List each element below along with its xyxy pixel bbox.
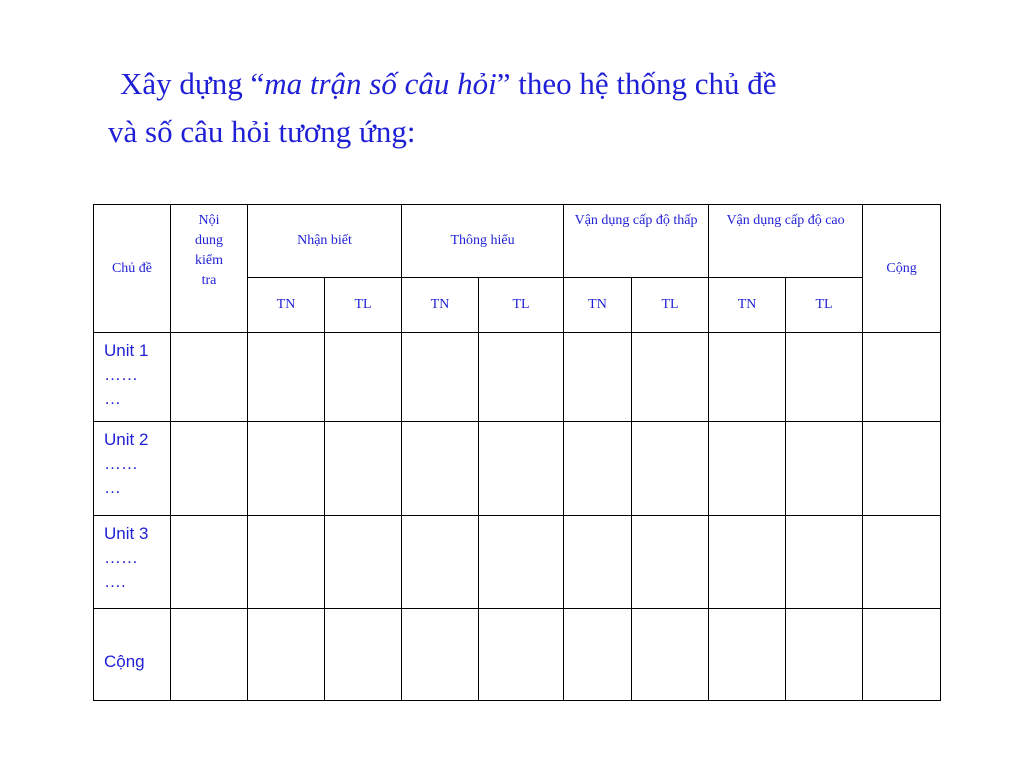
empty-cell[interactable] bbox=[479, 609, 564, 701]
topic-cell-unit-2 bbox=[94, 422, 171, 516]
title-text-post: ” theo hệ thống chủ đề bbox=[496, 66, 777, 101]
empty-cell[interactable] bbox=[171, 422, 248, 516]
unit-dots: …. bbox=[104, 572, 126, 591]
empty-cell[interactable] bbox=[863, 422, 941, 516]
sub-header-cell: TN bbox=[402, 278, 479, 333]
empty-cell[interactable] bbox=[709, 333, 786, 422]
empty-cell[interactable] bbox=[786, 516, 863, 609]
empty-cell[interactable] bbox=[709, 422, 786, 516]
empty-cell[interactable] bbox=[402, 609, 479, 701]
sub-header-cell: TL bbox=[325, 278, 402, 333]
empty-cell[interactable] bbox=[863, 609, 941, 701]
unit-dots: …… bbox=[104, 365, 138, 384]
empty-cell[interactable] bbox=[564, 609, 632, 701]
empty-cell[interactable] bbox=[402, 516, 479, 609]
header-content: Nội dung kiểm tra bbox=[171, 205, 248, 333]
empty-cell[interactable] bbox=[479, 516, 564, 609]
empty-cell[interactable] bbox=[632, 422, 709, 516]
empty-cell[interactable] bbox=[325, 609, 402, 701]
header-apply-low: Vận dụng cấp độ thấp bbox=[564, 205, 709, 278]
title-text-italic: ma trận số câu hỏi bbox=[264, 66, 497, 101]
empty-cell[interactable] bbox=[632, 609, 709, 701]
empty-cell[interactable] bbox=[325, 422, 402, 516]
unit-dots: … bbox=[104, 478, 121, 497]
empty-cell[interactable] bbox=[564, 333, 632, 422]
empty-cell[interactable] bbox=[709, 516, 786, 609]
empty-cell[interactable] bbox=[248, 516, 325, 609]
total-row bbox=[94, 609, 941, 701]
unit-name: Unit 1 bbox=[104, 341, 149, 360]
title-text-pre: Xây dựng “ bbox=[120, 66, 265, 101]
table-row bbox=[94, 516, 941, 609]
title-line-1 bbox=[108, 60, 988, 108]
title-line-2: và số câu hỏi tương ứng: bbox=[108, 114, 416, 149]
empty-cell[interactable] bbox=[479, 333, 564, 422]
empty-cell[interactable] bbox=[564, 516, 632, 609]
empty-cell[interactable] bbox=[564, 422, 632, 516]
empty-cell[interactable] bbox=[171, 516, 248, 609]
question-matrix-table bbox=[93, 204, 941, 701]
total-row-label: Cộng bbox=[94, 609, 171, 701]
sub-header-cell: TL bbox=[479, 278, 564, 333]
empty-cell[interactable] bbox=[863, 516, 941, 609]
topic-cell-unit-1 bbox=[94, 333, 171, 422]
unit-dots: …… bbox=[104, 548, 138, 567]
unit-name: Unit 2 bbox=[104, 430, 149, 449]
header-understand: Thông hiểu bbox=[402, 205, 564, 278]
table-row bbox=[94, 422, 941, 516]
empty-cell[interactable] bbox=[402, 422, 479, 516]
empty-cell[interactable] bbox=[709, 609, 786, 701]
empty-cell[interactable] bbox=[863, 333, 941, 422]
sub-header-cell: TN bbox=[248, 278, 325, 333]
empty-cell[interactable] bbox=[402, 333, 479, 422]
sub-header-cell: TN bbox=[564, 278, 632, 333]
header-recognize: Nhận biết bbox=[248, 205, 402, 278]
empty-cell[interactable] bbox=[248, 333, 325, 422]
empty-cell[interactable] bbox=[248, 609, 325, 701]
sub-header-cell: TL bbox=[632, 278, 709, 333]
sub-header-cell: TL bbox=[786, 278, 863, 333]
header-topic: Chủ đề bbox=[94, 205, 171, 333]
empty-cell[interactable] bbox=[171, 609, 248, 701]
empty-cell[interactable] bbox=[632, 516, 709, 609]
empty-cell[interactable] bbox=[786, 609, 863, 701]
header-row-1 bbox=[94, 205, 941, 278]
unit-dots: …… bbox=[104, 454, 138, 473]
empty-cell[interactable] bbox=[325, 333, 402, 422]
empty-cell[interactable] bbox=[248, 422, 325, 516]
empty-cell[interactable] bbox=[171, 333, 248, 422]
empty-cell[interactable] bbox=[632, 333, 709, 422]
empty-cell[interactable] bbox=[325, 516, 402, 609]
empty-cell[interactable] bbox=[479, 422, 564, 516]
slide-title bbox=[108, 60, 988, 156]
topic-cell-unit-3 bbox=[94, 516, 171, 609]
header-total: Cộng bbox=[863, 205, 941, 333]
sub-header-cell: TN bbox=[709, 278, 786, 333]
empty-cell[interactable] bbox=[786, 333, 863, 422]
header-apply-high: Vận dụng cấp độ cao bbox=[709, 205, 863, 278]
empty-cell[interactable] bbox=[786, 422, 863, 516]
unit-dots: … bbox=[104, 389, 121, 408]
unit-name: Unit 3 bbox=[104, 524, 149, 543]
table-row bbox=[94, 333, 941, 422]
